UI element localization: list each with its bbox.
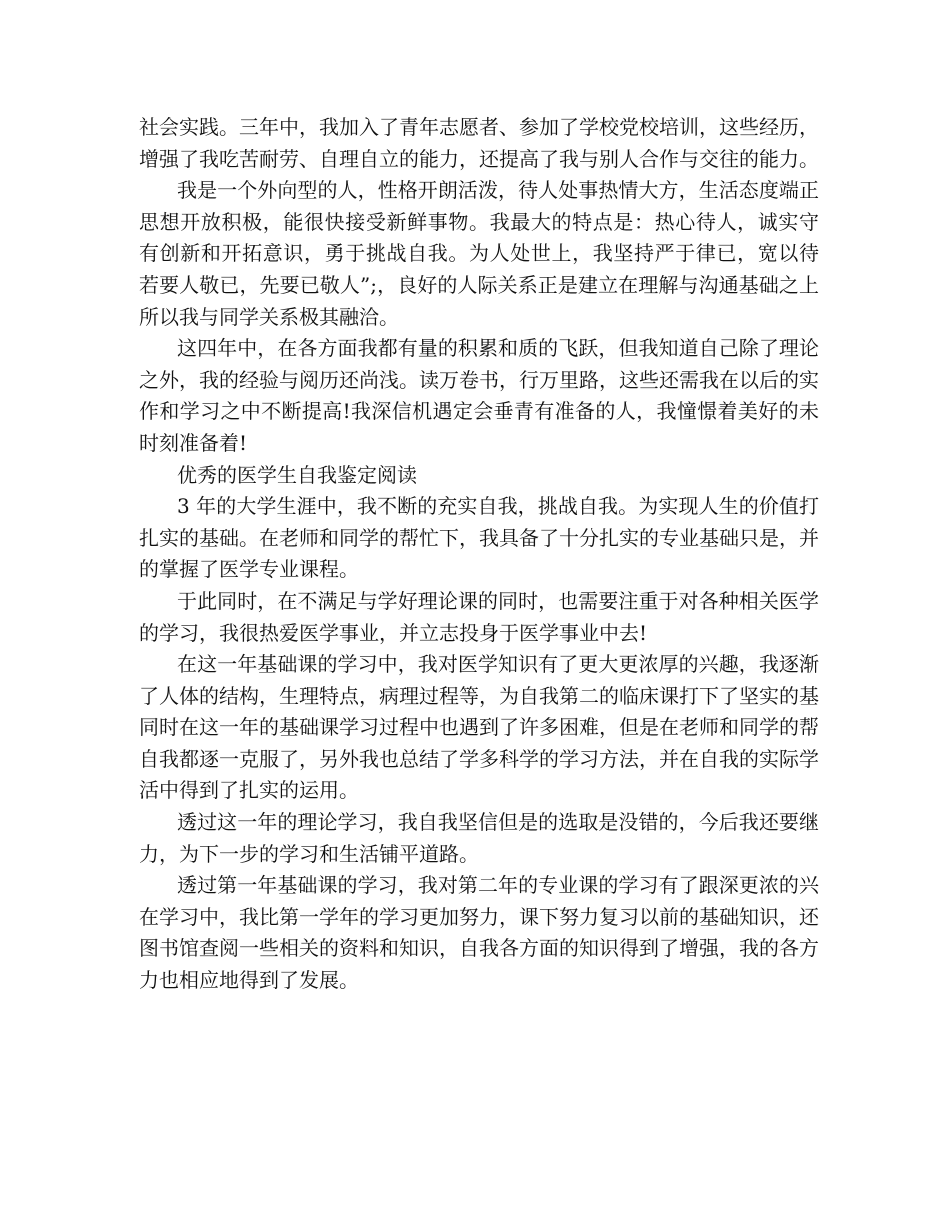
text-line: 的掌握了医学专业课程。 bbox=[139, 557, 359, 582]
text-line: 自我都逐一克服了，另外我也总结了学多科学的学习方法，并在自我的实际学 bbox=[139, 746, 819, 771]
text-line: 在这一年基础课的学习中，我对医学知识有了更大更浓厚的兴趣，我逐渐 bbox=[177, 652, 819, 677]
text-line: 透过这一年的理论学习，我自我坚信但是的选取是没错的，今后我还要继 bbox=[177, 810, 819, 835]
text-line: 增强了我吃苦耐劳、自理自立的能力，还提高了我与别人合作与交往的能力。 bbox=[139, 146, 819, 171]
text-line: 同时在这一年的基础课学习过程中也遇到了许多困难，但是在老师和同学的帮 bbox=[139, 715, 819, 740]
text-line: 时刻准备着! bbox=[139, 430, 248, 455]
text-line: 若要人敬已，先要已敬人”;，良好的人际关系正是建立在理解与沟通基础之上 bbox=[139, 272, 819, 297]
text-line: 扎实的基础。在老师和同学的帮忙下，我具备了十分扎实的专业基础只是，并 bbox=[139, 525, 819, 550]
text-line: 所以我与同学关系极其融洽。 bbox=[139, 304, 399, 329]
document-body bbox=[139, 112, 819, 997]
text-line: 优秀的医学生自我鉴定阅读 bbox=[177, 462, 417, 487]
text-line: 力也相应地得到了发展。 bbox=[139, 968, 359, 993]
text-line: 了人体的结构，生理特点，病理过程等，为自我第二的临床课打下了坚实的基 bbox=[139, 683, 819, 708]
text-line: 有创新和开拓意识，勇于挑战自我。为人处世上，我坚持严于律已，宽以待 bbox=[139, 241, 819, 266]
text-line: 的学习，我很热爱医学事业，并立志投身于医学事业中去! bbox=[139, 620, 648, 645]
text-line: 在学习中，我比第一学年的学习更加努力，课下努力复习以前的基础知识，还 bbox=[139, 904, 819, 929]
text-line: 这四年中，在各方面我都有量的积累和质的飞跃，但我知道自己除了理论 bbox=[177, 336, 819, 361]
text-line: 作和学习之中不断提高!我深信机遇定会垂青有准备的人，我憧憬着美好的未 bbox=[139, 399, 819, 424]
text-line: 之外，我的经验与阅历还尚浅。读万卷书，行万里路，这些还需我在以后的实 bbox=[139, 367, 819, 392]
text-line: 图书馆查阅一些相关的资料和知识，自我各方面的知识得到了增强，我的各方 bbox=[139, 936, 819, 961]
text-line: 透过第一年基础课的学习，我对第二年的专业课的学习有了跟深更浓的兴 bbox=[177, 873, 819, 898]
text-line: 3 年的大学生涯中，我不断的充实自我，挑战自我。为实现人生的价值打 bbox=[177, 494, 819, 519]
text-line: 活中得到了扎实的运用。 bbox=[139, 778, 359, 803]
text-line: 思想开放积极，能很快接受新鲜事物。我最大的特点是：热心待人，诚实守 bbox=[139, 209, 819, 234]
text-line: 我是一个外向型的人，性格开朗活泼，待人处事热情大方，生活态度端正 bbox=[177, 178, 819, 203]
text-line: 社会实践。三年中，我加入了青年志愿者、参加了学校党校培训，这些经历， bbox=[139, 115, 819, 139]
text-line: 于此同时，在不满足与学好理论课的同时，也需要注重于对各种相关医学 bbox=[177, 588, 819, 613]
text-line: 力，为下一步的学习和生活铺平道路。 bbox=[139, 841, 479, 866]
